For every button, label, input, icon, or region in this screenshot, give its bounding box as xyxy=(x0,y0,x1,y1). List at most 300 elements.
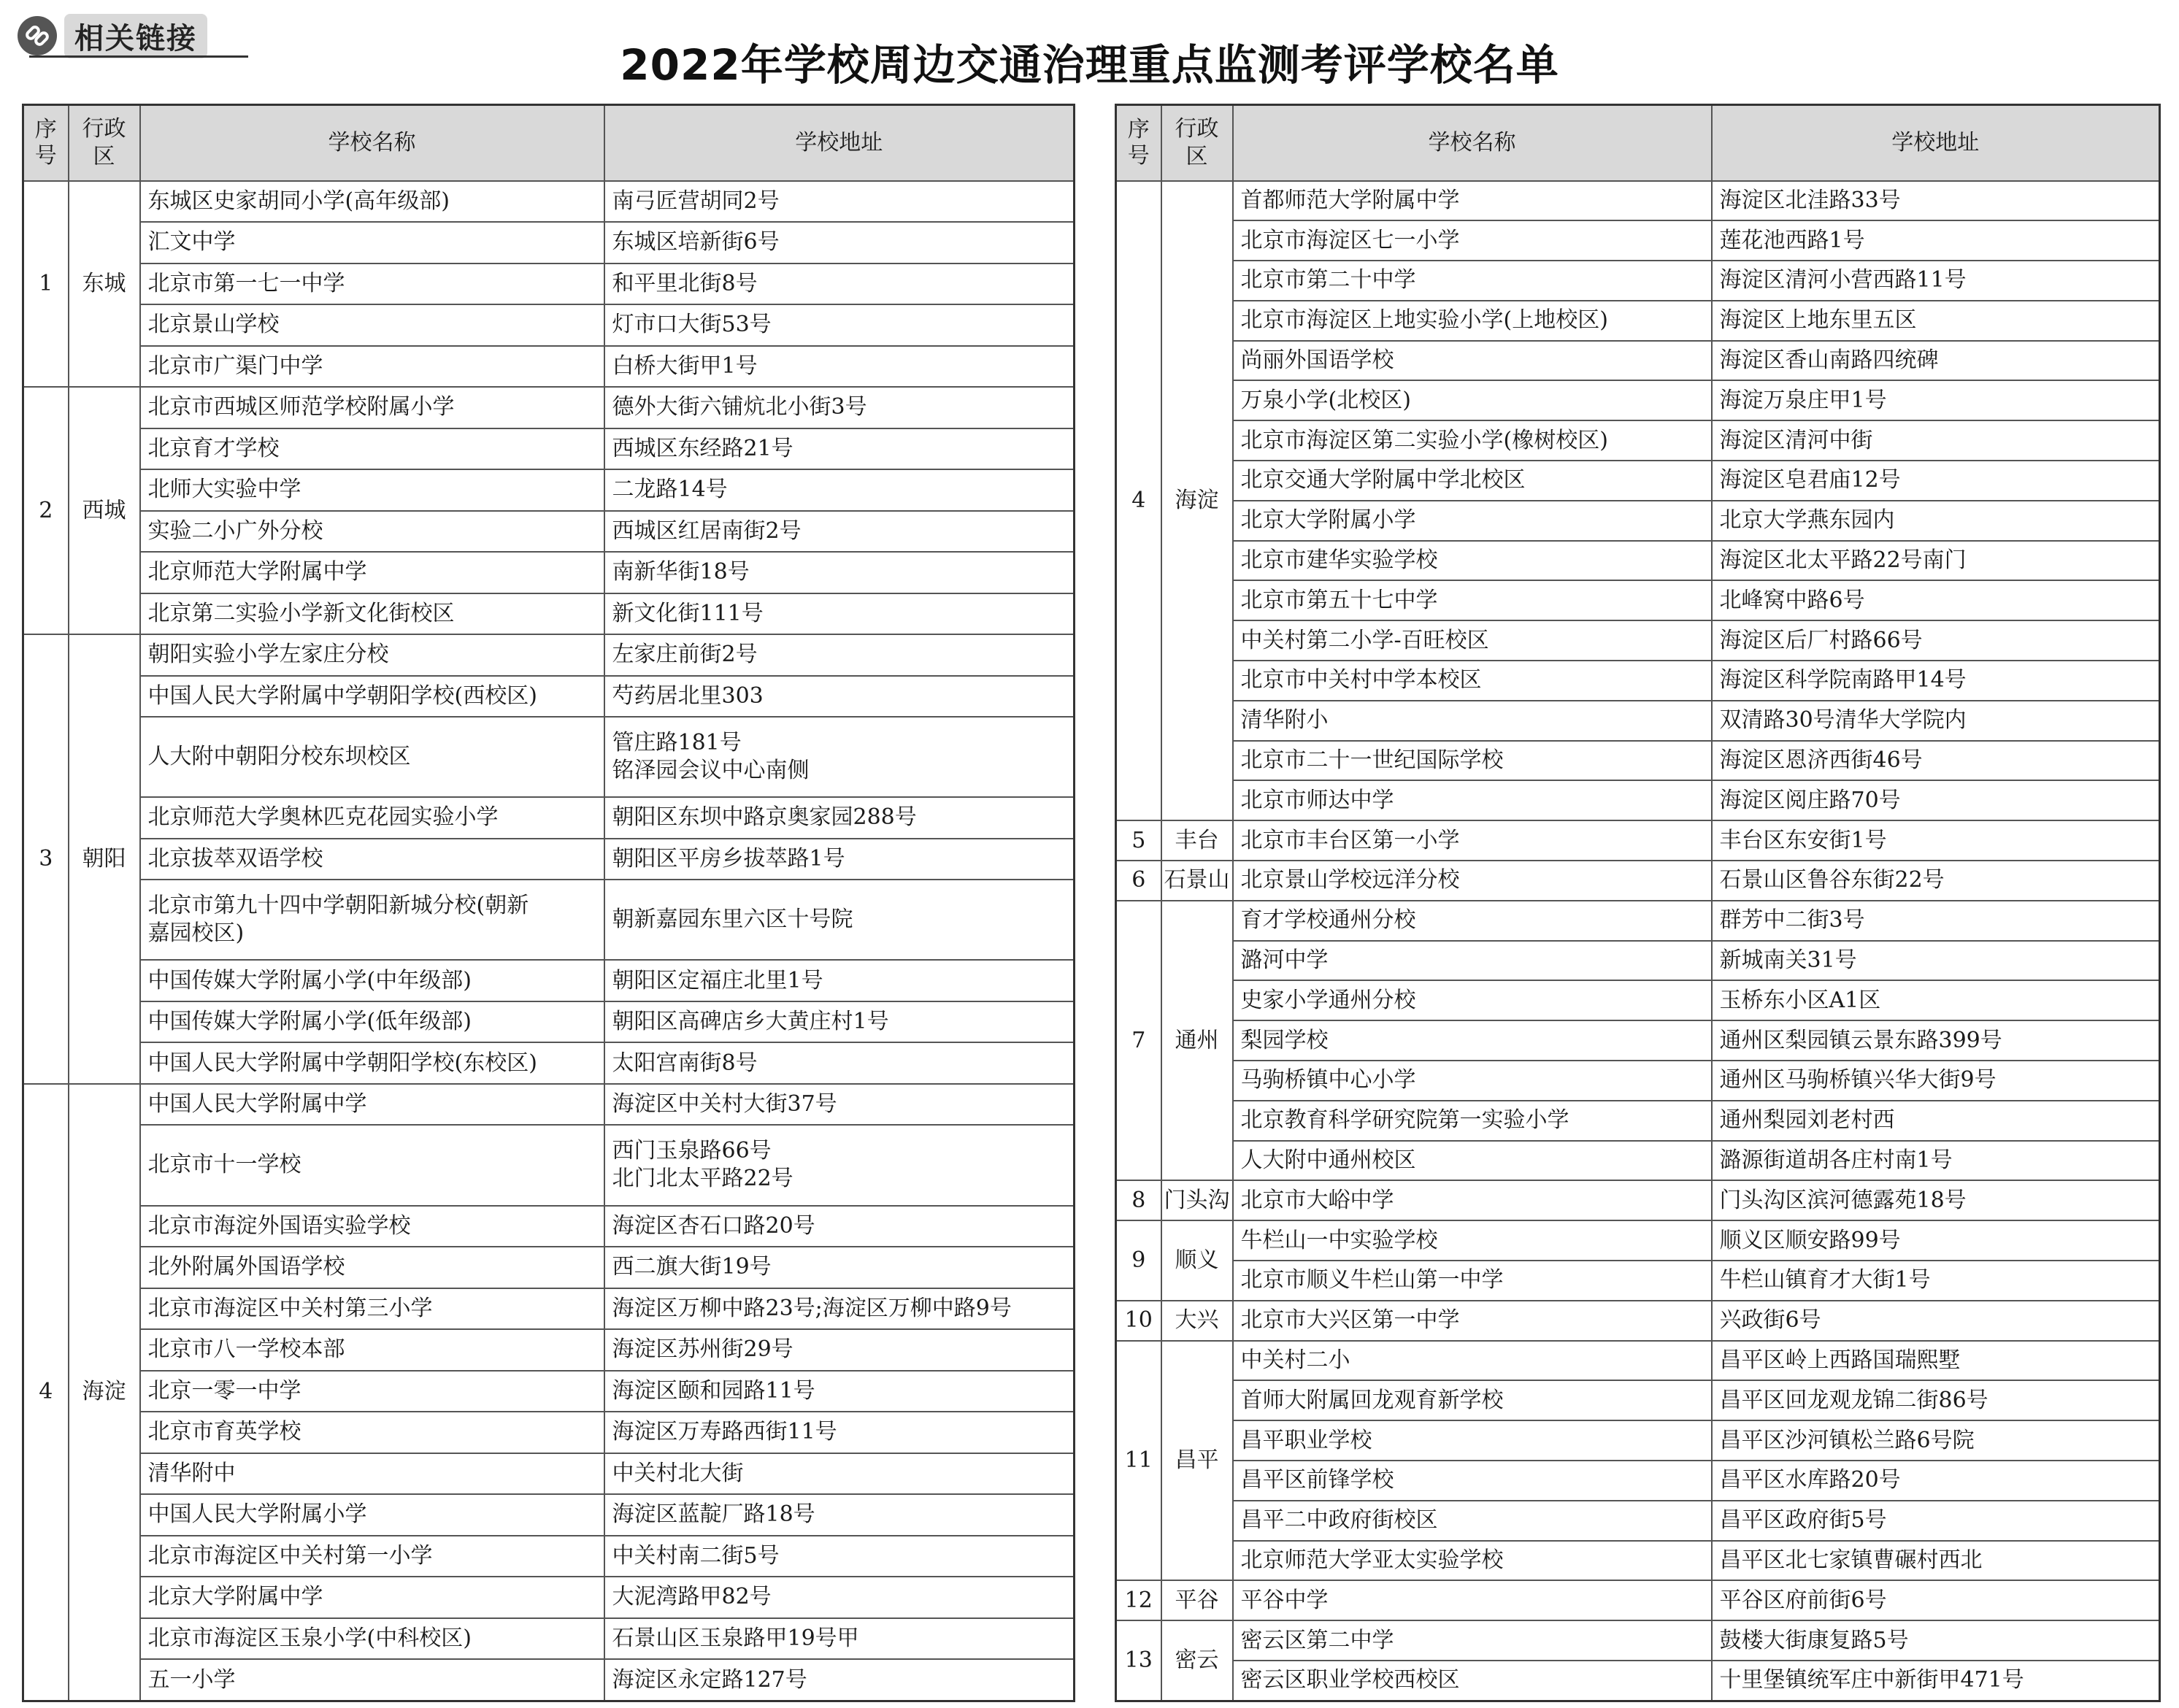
cell-line: 海淀区万寿路西街11号 xyxy=(612,1419,837,1445)
cell-line: 北京市二十一世纪国际学校 xyxy=(1240,747,1504,774)
row-number: 4 xyxy=(23,1084,69,1701)
cell-line: 北京市海淀区玉泉小学(中科校区) xyxy=(147,1625,472,1651)
school-address-cell xyxy=(1712,780,2160,820)
school-address-cell xyxy=(604,1453,1075,1495)
school-name-cell xyxy=(140,1412,604,1453)
cell-line: 通州梨园刘老村西 xyxy=(1719,1107,1895,1134)
school-name-cell xyxy=(140,181,604,223)
table-row xyxy=(1116,1661,2160,1701)
cell-line: 海淀区科学院南路甲14号 xyxy=(1719,667,1967,693)
school-name-cell xyxy=(140,1329,604,1371)
school-name-cell xyxy=(1233,1061,1712,1101)
district-cell: 平谷 xyxy=(1161,1580,1233,1620)
table-row xyxy=(23,552,1075,593)
cell-line: 中国人民大学附属中学 xyxy=(147,1091,367,1117)
table-row xyxy=(1116,1380,2160,1420)
cell-line: 潞河中学 xyxy=(1240,947,1329,974)
left-table-body xyxy=(23,181,1075,1701)
cell-line: 昌平区政府街5号 xyxy=(1719,1507,1887,1534)
cell-line: 密云区第二中学 xyxy=(1240,1627,1394,1653)
school-address-cell xyxy=(604,222,1075,263)
school-name-cell xyxy=(140,960,604,1001)
school-name-cell xyxy=(1233,780,1712,820)
related-links-label: 相关链接 xyxy=(64,14,207,58)
cell-line: 北京交通大学附属中学北校区 xyxy=(1240,467,1526,493)
cell-line: 海淀区恩济西街46号 xyxy=(1719,747,1923,774)
cell-line: 北京市海淀区七一小学 xyxy=(1240,227,1460,253)
school-name-cell xyxy=(1233,301,1712,341)
school-address-cell xyxy=(1712,1620,2160,1661)
district-cell: 东城 xyxy=(69,181,140,388)
table-row xyxy=(23,593,1075,635)
cell-line: 北京大学附属小学 xyxy=(1240,507,1416,534)
cell-line: 北门北太平路22号 xyxy=(612,1166,793,1192)
table-row xyxy=(1116,420,2160,461)
table-row xyxy=(23,1536,1075,1577)
cell-line: 北京市中关村中学本校区 xyxy=(1240,667,1482,693)
cell-line: 昌平区岭上西路国瑞熙墅 xyxy=(1719,1347,1961,1373)
row-number: 8 xyxy=(1116,1180,1161,1220)
school-address-cell xyxy=(1712,461,2160,501)
school-address-cell xyxy=(1712,380,2160,420)
cell-line: 史家小学通州分校 xyxy=(1240,987,1416,1013)
right-table-body xyxy=(1116,181,2160,1701)
cell-line: 北京拔萃双语学校 xyxy=(147,845,323,872)
cell-line: 北京市第五十七中学 xyxy=(1240,587,1438,613)
cell-line: 中关村北大街 xyxy=(612,1460,744,1486)
school-name-cell xyxy=(1233,1380,1712,1420)
cell-line: 清华附小 xyxy=(1240,707,1329,734)
cell-line: 海淀区清河中街 xyxy=(1719,427,1873,453)
school-name-cell xyxy=(140,1371,604,1412)
school-name-cell xyxy=(1233,461,1712,501)
cell-line: 昌平二中政府街校区 xyxy=(1240,1507,1438,1534)
school-address-cell xyxy=(604,880,1075,960)
table-row xyxy=(23,960,1075,1001)
school-address-cell xyxy=(1712,620,2160,661)
school-name-cell xyxy=(1233,261,1712,301)
cell-line: 北京市育英学校 xyxy=(147,1419,301,1445)
table-row xyxy=(23,717,1075,797)
school-name-cell xyxy=(1233,661,1712,701)
school-address-cell xyxy=(604,717,1075,797)
cell-line: 朝阳区东坝中路京奥家园288号 xyxy=(612,804,917,831)
table-row xyxy=(1116,1061,2160,1101)
school-address-cell xyxy=(604,839,1075,880)
table-row xyxy=(23,1206,1075,1247)
school-address-cell xyxy=(604,1659,1075,1701)
table-row xyxy=(1116,1141,2160,1181)
school-address-cell xyxy=(604,634,1075,676)
cell-line: 东城区培新街6号 xyxy=(612,229,780,255)
school-name-cell xyxy=(1233,501,1712,541)
cell-line: 北京师范大学附属中学 xyxy=(147,559,367,585)
table-row xyxy=(1116,1101,2160,1141)
table-row xyxy=(1116,461,2160,501)
school-name-cell xyxy=(1233,701,1712,741)
school-name-cell xyxy=(1233,1020,1712,1061)
table-row xyxy=(23,1084,1075,1126)
cell-line: 北京师范大学亚太实验学校 xyxy=(1240,1547,1504,1573)
school-address-cell xyxy=(604,1577,1075,1618)
school-name-cell xyxy=(1233,1461,1712,1501)
school-address-cell xyxy=(604,797,1075,839)
district-cell: 朝阳 xyxy=(69,634,140,1084)
school-address-cell xyxy=(604,1125,1075,1205)
school-address-cell xyxy=(1712,1220,2160,1261)
school-address-cell xyxy=(604,1371,1075,1412)
row-number: 11 xyxy=(1116,1341,1161,1581)
cell-line: 北京景山学校 xyxy=(147,312,280,338)
table-row xyxy=(1116,1261,2160,1301)
school-name-cell xyxy=(140,552,604,593)
district-cell: 西城 xyxy=(69,387,140,634)
school-address-cell xyxy=(604,1001,1075,1043)
table-row xyxy=(1116,181,2160,221)
cell-line: 密云区职业学校西校区 xyxy=(1240,1667,1460,1693)
table-row xyxy=(23,880,1075,960)
school-name-cell xyxy=(1233,1580,1712,1620)
table-row xyxy=(23,839,1075,880)
cell-line: 左家庄前街2号 xyxy=(612,642,758,668)
school-name-cell xyxy=(140,797,604,839)
school-name-cell xyxy=(1233,1541,1712,1581)
school-address-cell xyxy=(604,960,1075,1001)
school-name-cell xyxy=(140,387,604,428)
cell-line: 昌平区回龙观龙锦二街86号 xyxy=(1719,1387,1988,1413)
school-name-cell xyxy=(140,1494,604,1536)
district-cell: 海淀 xyxy=(69,1084,140,1701)
school-address-cell xyxy=(604,387,1075,428)
school-name-cell xyxy=(1233,1341,1712,1381)
school-name-cell xyxy=(140,717,604,797)
cell-line: 海淀万泉庄甲1号 xyxy=(1719,387,1887,413)
right-school-table xyxy=(1115,104,2161,1702)
table-row xyxy=(1116,1620,2160,1661)
cell-line: 北峰窝中路6号 xyxy=(1719,587,1865,613)
school-name-cell xyxy=(1233,1180,1712,1220)
table-row xyxy=(23,634,1075,676)
cell-line: 北京大学附属中学 xyxy=(147,1584,323,1610)
table-row xyxy=(1116,1220,2160,1261)
school-address-cell xyxy=(1712,1661,2160,1701)
cell-line: 北京市西城区师范学校附属小学 xyxy=(147,394,455,420)
table-row xyxy=(1116,1461,2160,1501)
cell-line: 五一小学 xyxy=(147,1666,236,1693)
cell-line: 海淀区永定路127号 xyxy=(612,1666,807,1693)
table-row xyxy=(23,222,1075,263)
school-address-cell xyxy=(1712,1461,2160,1501)
school-address-cell xyxy=(604,1084,1075,1126)
cell-line: 北京师范大学奥林匹克花园实验小学 xyxy=(147,804,499,831)
cell-line: 中国传媒大学附属小学(低年级部) xyxy=(147,1009,472,1035)
school-address-cell xyxy=(1712,1061,2160,1101)
school-address-cell xyxy=(1712,1141,2160,1181)
cell-line: 汇文中学 xyxy=(147,229,236,255)
table-row xyxy=(1116,380,2160,420)
school-address-cell xyxy=(604,1206,1075,1247)
cell-line: 北京景山学校远洋分校 xyxy=(1240,867,1460,893)
school-name-cell xyxy=(140,304,604,346)
table-row xyxy=(23,511,1075,553)
school-name-cell xyxy=(140,1125,604,1205)
district-cell: 密云 xyxy=(1161,1620,1233,1701)
cell-line: 中关村南二街5号 xyxy=(612,1542,780,1569)
cell-line: 梨园学校 xyxy=(1240,1027,1329,1053)
school-address-cell xyxy=(1712,420,2160,461)
cell-line: 西城区红居南街2号 xyxy=(612,518,802,544)
school-name-cell xyxy=(1233,901,1712,941)
school-name-cell xyxy=(140,222,604,263)
table-row xyxy=(23,181,1075,223)
school-name-cell xyxy=(140,1618,604,1660)
school-address-cell xyxy=(1712,220,2160,261)
school-address-cell xyxy=(1712,261,2160,301)
table-row xyxy=(23,1001,1075,1043)
cell-line: 朝阳区平房乡拔萃路1号 xyxy=(612,845,845,872)
cell-line: 门头沟区滨河德露苑18号 xyxy=(1719,1187,1967,1213)
cell-line: 北京育才学校 xyxy=(147,435,280,461)
school-name-cell xyxy=(140,634,604,676)
school-address-cell xyxy=(604,676,1075,718)
col-header-school-address: 学校地址 xyxy=(1712,105,2160,181)
school-address-cell xyxy=(1712,661,2160,701)
cell-line: 芍药居北里303 xyxy=(612,682,764,709)
school-name-cell xyxy=(140,469,604,511)
school-name-cell xyxy=(140,1001,604,1043)
cell-line: 朝阳区定福庄北里1号 xyxy=(612,967,823,993)
school-address-cell xyxy=(1712,501,2160,541)
cell-line: 北京市海淀外国语实验学校 xyxy=(147,1212,411,1239)
cell-line: 潞源街道胡各庄村南1号 xyxy=(1719,1147,1953,1174)
cell-line: 首都师范大学附属中学 xyxy=(1240,187,1460,213)
table-row xyxy=(23,1412,1075,1453)
row-number: 7 xyxy=(1116,901,1161,1181)
cell-line: 首师大附属回龙观育新学校 xyxy=(1240,1387,1504,1413)
cell-line: 平谷中学 xyxy=(1240,1587,1329,1613)
cell-line: 海淀区香山南路四统碑 xyxy=(1719,347,1939,374)
table-row xyxy=(23,1577,1075,1618)
table-row xyxy=(1116,980,2160,1020)
cell-line: 尚丽外国语学校 xyxy=(1240,347,1394,374)
table-row xyxy=(23,1618,1075,1660)
school-address-cell xyxy=(1712,301,2160,341)
table-row xyxy=(1116,620,2160,661)
cell-line: 石景山区玉泉路甲19号甲 xyxy=(612,1625,859,1651)
school-name-cell xyxy=(1233,1620,1712,1661)
cell-line: 莲花池西路1号 xyxy=(1719,227,1865,253)
cell-line: 牛栏山镇育才大街1号 xyxy=(1719,1267,1931,1293)
school-name-cell xyxy=(1233,820,1712,861)
school-name-cell xyxy=(1233,420,1712,461)
table-row xyxy=(1116,541,2160,581)
district-cell: 通州 xyxy=(1161,901,1233,1181)
school-name-cell xyxy=(1233,1141,1712,1181)
school-address-cell xyxy=(1712,1341,2160,1381)
cell-line: 新城南关31号 xyxy=(1719,947,1857,974)
table-row xyxy=(23,304,1075,346)
table-row xyxy=(23,428,1075,470)
school-address-cell xyxy=(604,1412,1075,1453)
school-address-cell xyxy=(604,346,1075,388)
cell-line: 中国人民大学附属小学 xyxy=(147,1501,367,1528)
school-address-cell xyxy=(1712,1020,2160,1061)
district-cell: 顺义 xyxy=(1161,1220,1233,1301)
table-row xyxy=(23,1494,1075,1536)
cell-line: 通州区马驹桥镇兴华大街9号 xyxy=(1719,1067,1997,1093)
col-header-number: 序号 xyxy=(23,105,69,181)
table-row xyxy=(1116,341,2160,381)
cell-line: 人大附中通州校区 xyxy=(1240,1147,1416,1174)
school-name-cell xyxy=(140,593,604,635)
school-address-cell xyxy=(604,469,1075,511)
cell-line: 中关村第二小学-百旺校区 xyxy=(1240,627,1489,653)
table-row xyxy=(1116,1020,2160,1061)
district-cell: 门头沟 xyxy=(1161,1180,1233,1220)
table-row xyxy=(23,1371,1075,1412)
cell-line: 北京市八一学校本部 xyxy=(147,1336,345,1363)
cell-line: 玉桥东小区A1区 xyxy=(1719,987,1881,1013)
row-number: 3 xyxy=(23,634,69,1084)
district-cell: 石景山 xyxy=(1161,861,1233,901)
cell-line: 灯市口大街53号 xyxy=(612,312,772,338)
table-row xyxy=(1116,1341,2160,1381)
school-address-cell xyxy=(1712,820,2160,861)
school-address-cell xyxy=(1712,1261,2160,1301)
cell-line: 海淀区后厂村路66号 xyxy=(1719,627,1923,653)
cell-line: 北京一零一中学 xyxy=(147,1377,301,1404)
cell-line: 海淀区上地东里五区 xyxy=(1719,307,1917,334)
table-row xyxy=(1116,741,2160,781)
school-name-cell xyxy=(1233,1661,1712,1701)
cell-line: 海淀区颐和园路11号 xyxy=(612,1377,815,1404)
cell-line: 人大附中朝阳分校东坝校区 xyxy=(147,744,411,770)
school-name-cell xyxy=(1233,380,1712,420)
col-header-district: 行政区 xyxy=(1161,105,1233,181)
table-row xyxy=(1116,1541,2160,1581)
cell-line: 中国人民大学附属中学朝阳学校(东校区) xyxy=(147,1050,537,1076)
school-address-cell xyxy=(604,1329,1075,1371)
cell-line: 北京市海淀区第二实验小学(橡树校区) xyxy=(1240,427,1608,453)
cell-line: 德外大街六铺炕北小街3号 xyxy=(612,394,867,420)
school-address-cell xyxy=(604,304,1075,346)
left-school-table xyxy=(22,104,1075,1702)
cell-line: 白桥大街甲1号 xyxy=(612,353,758,379)
school-name-cell xyxy=(140,1042,604,1084)
school-name-cell xyxy=(140,1453,604,1495)
cell-line: 铭泽园会议中心南侧 xyxy=(612,758,810,784)
cell-line: 石景山区鲁谷东街22号 xyxy=(1719,867,1945,893)
school-address-cell xyxy=(1712,580,2160,620)
school-address-cell xyxy=(1712,980,2160,1020)
school-address-cell xyxy=(1712,1420,2160,1461)
table-row xyxy=(23,1288,1075,1330)
school-name-cell xyxy=(1233,741,1712,781)
school-address-cell xyxy=(1712,341,2160,381)
cell-line: 北京教育科学研究院第一实验小学 xyxy=(1240,1107,1569,1134)
table-row xyxy=(23,1659,1075,1701)
col-header-school-address: 学校地址 xyxy=(604,105,1075,181)
table-row xyxy=(1116,861,2160,901)
table-row xyxy=(23,1247,1075,1288)
table-row xyxy=(1116,820,2160,861)
school-address-cell xyxy=(604,428,1075,470)
cell-line: 北京市大峪中学 xyxy=(1240,1187,1394,1213)
cell-line: 海淀区清河小营西路11号 xyxy=(1719,267,1967,293)
school-address-cell xyxy=(1712,541,2160,581)
row-number: 1 xyxy=(23,181,69,388)
cell-line: 海淀区苏州街29号 xyxy=(612,1336,793,1363)
school-name-cell xyxy=(140,839,604,880)
school-address-cell xyxy=(604,1247,1075,1288)
school-address-cell xyxy=(1712,1580,2160,1620)
cell-line: 海淀区杏石口路20号 xyxy=(612,1212,815,1239)
cell-line: 北京市海淀区中关村第三小学 xyxy=(147,1295,433,1321)
cell-line: 昌平区北七家镇曹碾村西北 xyxy=(1719,1547,1983,1573)
district-cell: 海淀 xyxy=(1161,181,1233,821)
cell-line: 十里堡镇统军庄中新街甲471号 xyxy=(1719,1667,2024,1693)
school-address-cell xyxy=(1712,1301,2160,1341)
cell-line: 北京市丰台区第一小学 xyxy=(1240,827,1460,853)
cell-line: 海淀区阅庄路70号 xyxy=(1719,787,1901,813)
cell-line: 朝新嘉园东里六区十号院 xyxy=(612,907,853,933)
cell-line: 昌平区水库路20号 xyxy=(1719,1467,1901,1493)
school-address-cell xyxy=(604,263,1075,305)
school-name-cell xyxy=(140,676,604,718)
cell-line: 兴政街6号 xyxy=(1719,1307,1821,1334)
school-name-cell xyxy=(1233,861,1712,901)
cell-line: 实验二小广外分校 xyxy=(147,518,323,544)
cell-line: 南弓匠营胡同2号 xyxy=(612,188,780,214)
cell-line: 通州区梨园镇云景东路399号 xyxy=(1719,1027,2002,1053)
school-address-cell xyxy=(604,593,1075,635)
table-row xyxy=(1116,1420,2160,1461)
school-address-cell xyxy=(604,1042,1075,1084)
table-row xyxy=(1116,780,2160,820)
school-name-cell xyxy=(140,263,604,305)
table-row xyxy=(1116,1580,2160,1620)
header-row xyxy=(1116,105,2160,181)
school-address-cell xyxy=(604,552,1075,593)
cell-line: 西门玉泉路66号 xyxy=(612,1138,772,1164)
table-row xyxy=(23,469,1075,511)
school-address-cell xyxy=(1712,701,2160,741)
table-row xyxy=(1116,901,2160,941)
cell-line: 育才学校通州分校 xyxy=(1240,907,1416,934)
table-row xyxy=(23,263,1075,305)
cell-line: 二龙路14号 xyxy=(612,477,728,503)
table-row xyxy=(23,1329,1075,1371)
table-row xyxy=(1116,220,2160,261)
cell-line: 马驹桥镇中心小学 xyxy=(1240,1067,1416,1093)
table-row xyxy=(1116,1180,2160,1220)
cell-line: 北京第二实验小学新文化街校区 xyxy=(147,600,455,626)
school-name-cell xyxy=(140,1247,604,1288)
cell-line: 西二旗大街19号 xyxy=(612,1254,772,1280)
cell-line: 北京市海淀区中关村第一小学 xyxy=(147,1542,433,1569)
cell-line: 海淀区北洼路33号 xyxy=(1719,187,1901,213)
row-number: 6 xyxy=(1116,861,1161,901)
school-name-cell xyxy=(1233,181,1712,221)
cell-line: 北京市大兴区第一中学 xyxy=(1240,1307,1460,1334)
cell-line: 丰台区东安街1号 xyxy=(1719,827,1887,853)
school-name-cell xyxy=(1233,1420,1712,1461)
cell-line: 北师大实验中学 xyxy=(147,477,301,503)
cell-line: 万泉小学(北校区) xyxy=(1240,387,1411,413)
school-address-cell xyxy=(1712,941,2160,981)
page-title: 2022年学校周边交通治理重点监测考评学校名单 xyxy=(620,40,1559,90)
cell-line: 北京市第二十中学 xyxy=(1240,267,1416,293)
